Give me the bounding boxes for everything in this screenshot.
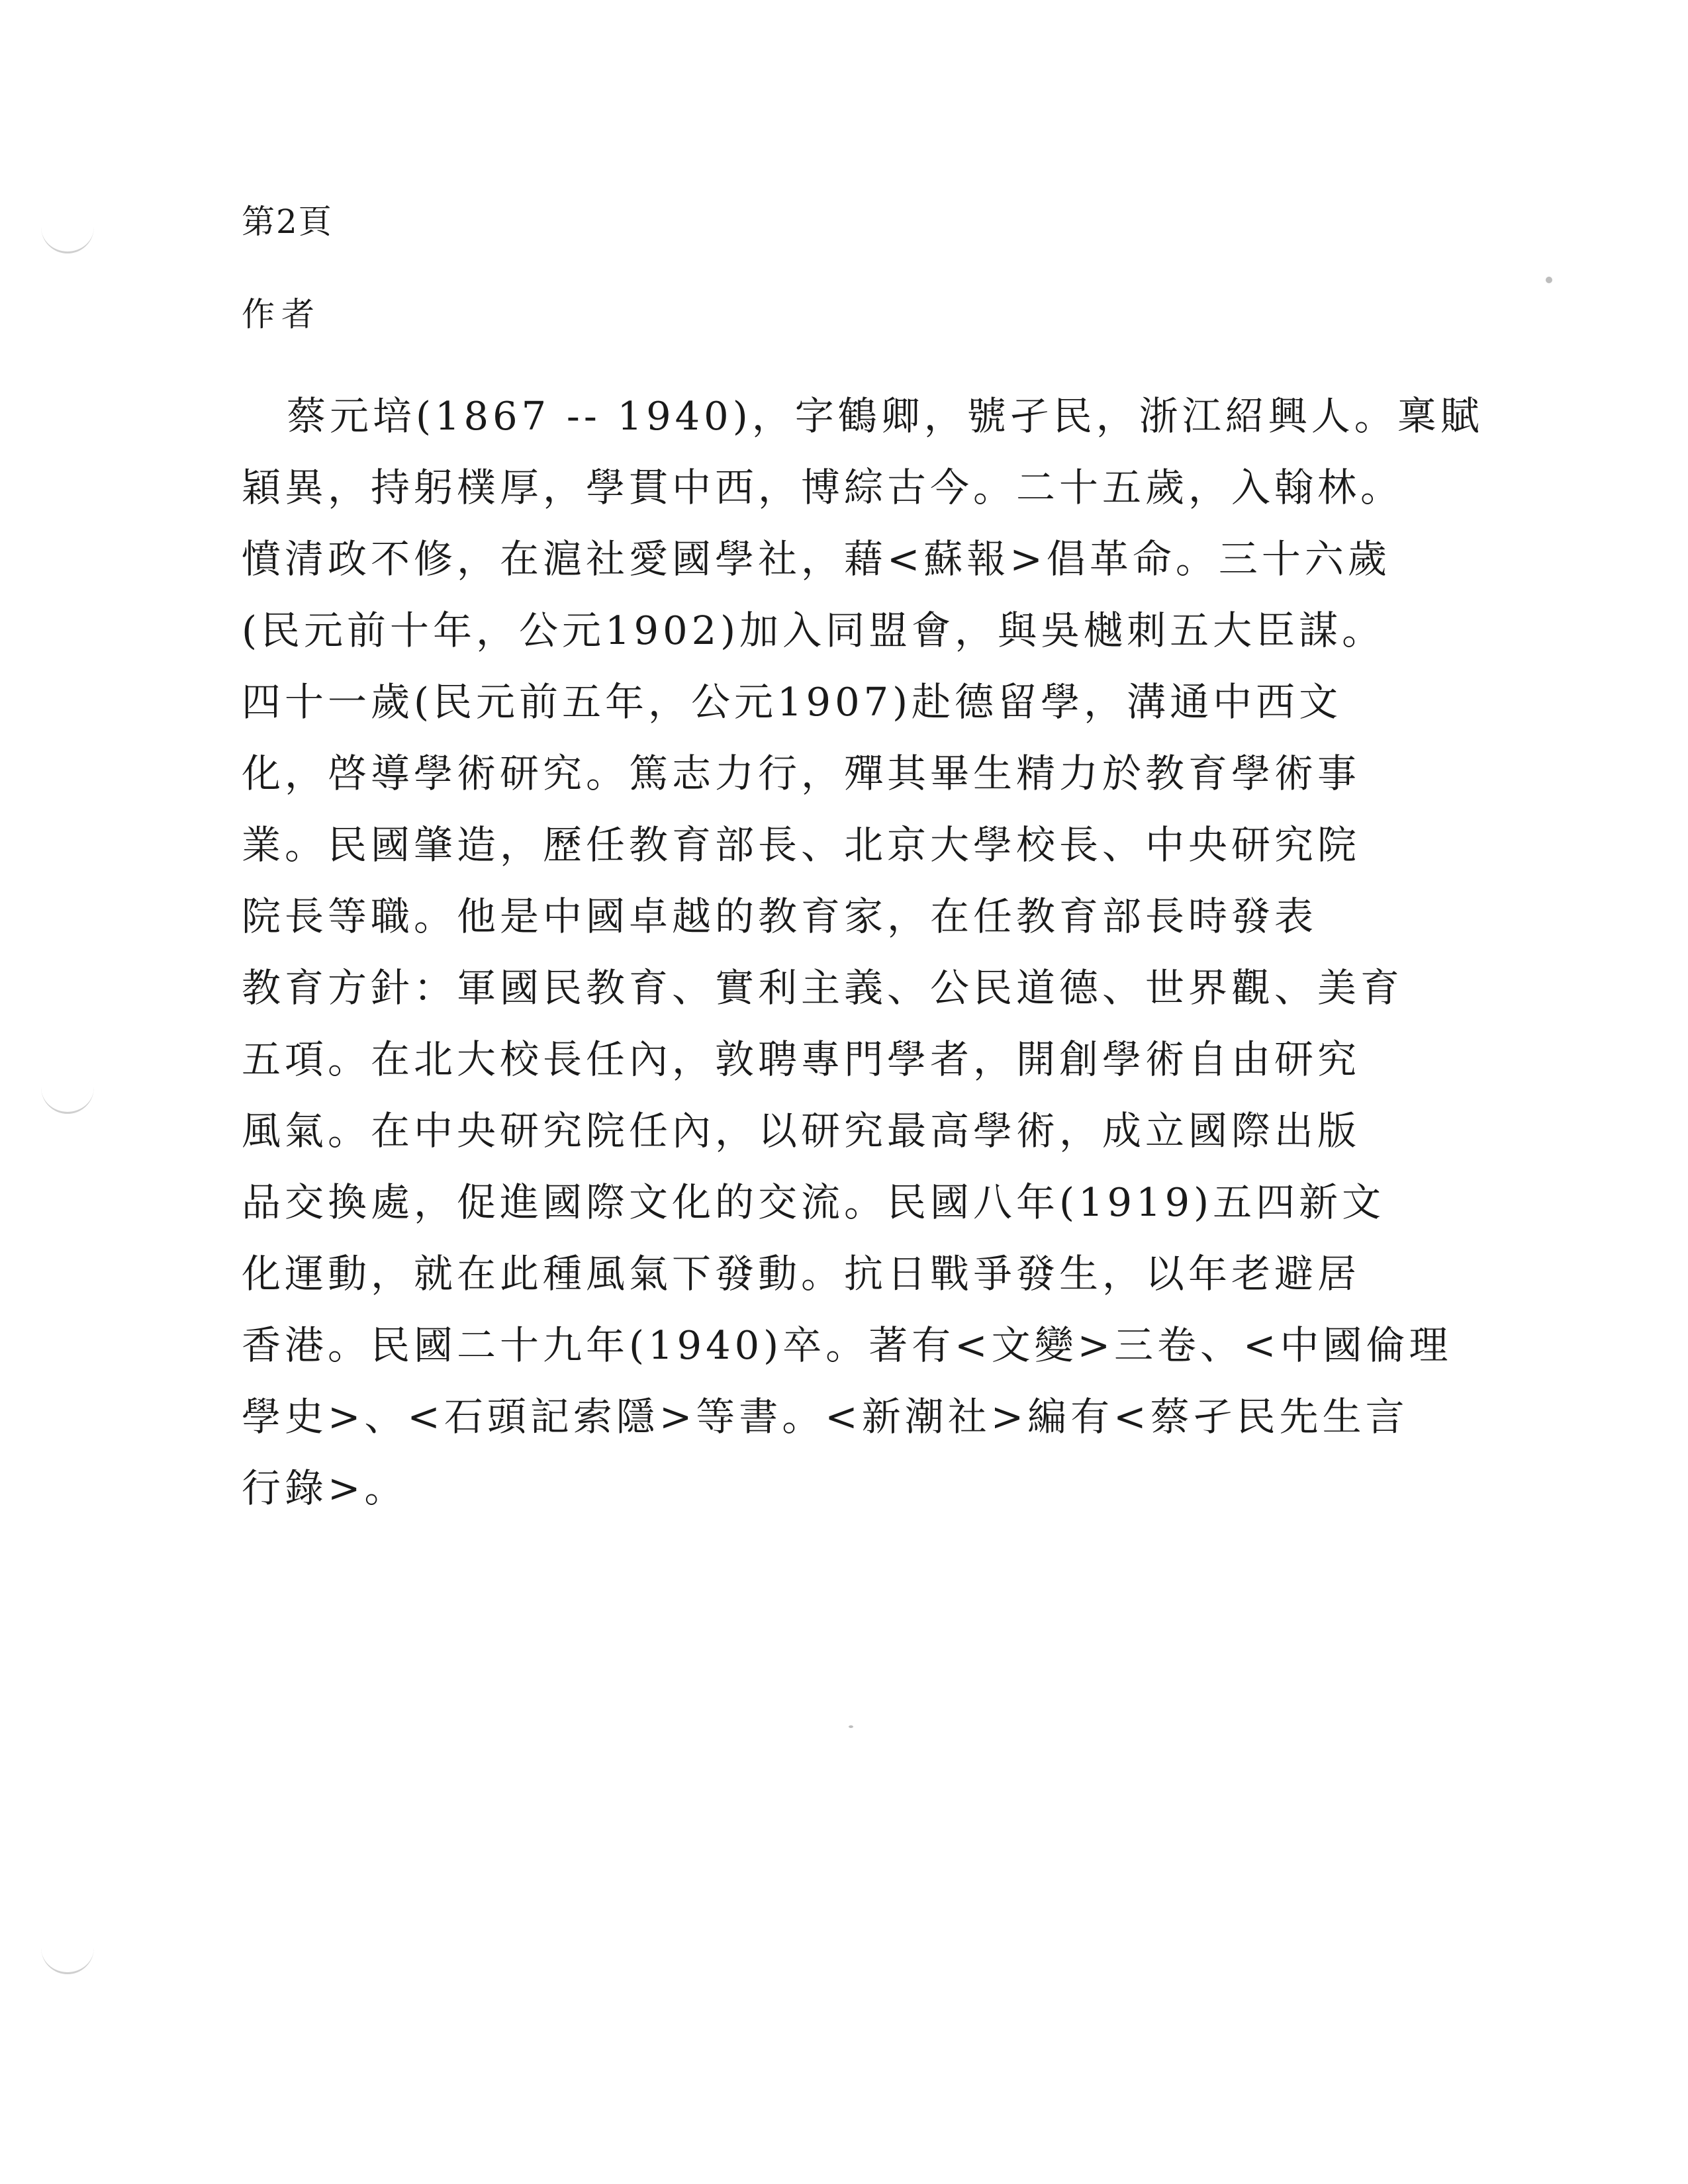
- text-line: 香港。民國二十九年(1940)卒。著有<文變>三卷、<中國倫理: [242, 1322, 1452, 1368]
- punch-hole-mark: [41, 1085, 94, 1114]
- punch-hole-mark: [41, 1946, 94, 1974]
- text-line: 業。民國肇造，歷任教育部長、北京大學校長、中央研究院: [242, 822, 1361, 868]
- text-line: 化，啓導學術研究。篤志力行，殫其畢生精力於教育學術事: [242, 751, 1361, 796]
- text-line: (民元前十年，公元1902)加入同盟會，與吳樾刺五大臣謀。: [242, 608, 1385, 653]
- text-line: 四十一歲(民元前五年，公元1907)赴德留學，溝通中西文: [242, 679, 1342, 725]
- biography-paragraph: [242, 381, 1483, 1524]
- scan-speck: [1546, 277, 1552, 283]
- text-line: 穎異，持躬樸厚，學貫中西，博綜古今。二十五歲，入翰林。: [242, 465, 1404, 510]
- text-line: 蔡元培(1867 -- 1940)，字鶴卿，號孑民，浙江紹興人。稟賦: [287, 393, 1483, 439]
- text-line: 院長等職。他是中國卓越的教育家，在任教育部長時發表: [242, 893, 1318, 939]
- text-line: 五項。在北大校長任內，敦聘專門學者，開創學術自由研究: [242, 1036, 1361, 1082]
- text-line: 風氣。在中央研究院任內，以研究最高學術，成立國際出版: [242, 1108, 1361, 1154]
- text-line: 學史>、<石頭記索隱>等書。<新潮社>編有<蔡孑民先生言: [242, 1394, 1409, 1439]
- text-line: 行錄>。: [242, 1465, 408, 1511]
- text-line: 憤清政不修，在滬社愛國學社，藉<蘇報>倡革命。三十六歲: [242, 536, 1391, 582]
- text-line: 品交換處，促進國際文化的交流。民國八年(1919)五四新文: [242, 1179, 1385, 1225]
- scan-speck: [849, 1725, 853, 1728]
- section-heading: 作者: [242, 295, 321, 334]
- text-line: 化運動，就在此種風氣下發動。抗日戰爭發生，以年老避居: [242, 1251, 1361, 1297]
- page-number-label: 第2頁: [242, 203, 333, 241]
- punch-hole-mark: [41, 225, 94, 253]
- text-line: 教育方針：軍國民教育、實利主義、公民道德、世界觀、美育: [242, 965, 1404, 1011]
